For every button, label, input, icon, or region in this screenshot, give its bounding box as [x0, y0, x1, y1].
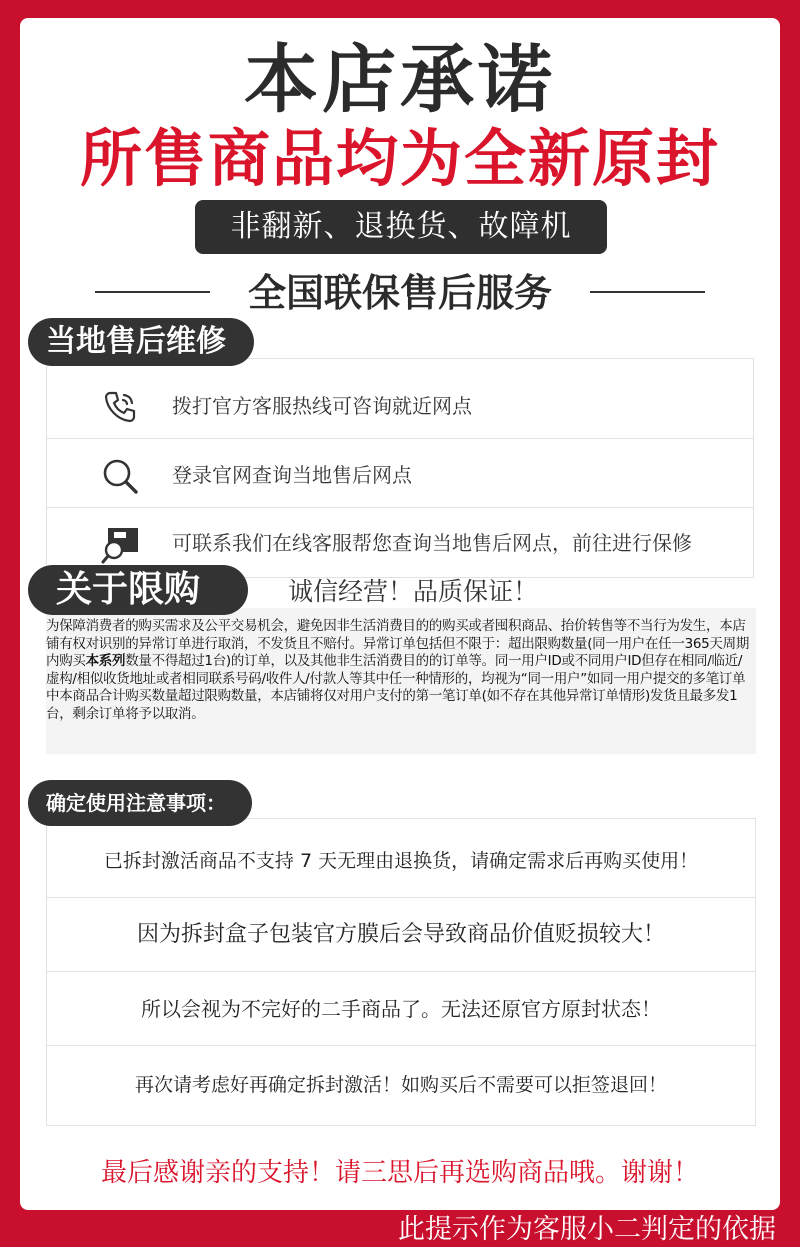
- note-item: 已拆封激活商品不支持 7 天无理由退换货，请确定需求后再购买使用！: [46, 824, 756, 898]
- service-row-phone: [46, 373, 754, 439]
- notes-tag: 确定使用注意事项：: [28, 780, 252, 826]
- notice-text: 为保障消费者的购买需求及公平交易机会，避免因非生活消费目的的购买或者囤积商品、抬价转售等不当行为发生，本店铺有权对识别的异常订单进行取消，不发货且不赔付。异常订单包括但不限于：超出限购数量(同一用户在任一365天周期内购买: [46, 618, 750, 670]
- purchase-limit-notice: [46, 608, 756, 754]
- service-text: 拨打官方客服热线可咨询就近网点: [172, 394, 472, 418]
- service-text: 可联系我们在线客服帮您查询当地售后网点，前往进行保修: [172, 531, 692, 555]
- service-title: 全国联保售后服务: [247, 271, 552, 315]
- divider-right: [590, 291, 705, 293]
- search-icon: [100, 456, 140, 496]
- local-service-tag: 当地售后维修: [28, 318, 254, 366]
- note-item: 因为拆封盒子包装官方膜后会导致商品价值贬损较大！: [46, 898, 756, 972]
- service-text: 登录官网查询当地售后网点: [172, 463, 412, 487]
- note-item: 再次请考虑好再确定拆封激活！如购买后不需要可以拒签退回！: [134, 1074, 667, 1096]
- notice-bold-text: 本系列: [85, 653, 126, 670]
- notice-text: 数量不得超过1台)的订单，以及其他非生活消费目的的订单等。同一用户ID或不同用户ID但存在相同/临近/虚构/相似收货地址或者相同联系号码/收件人/付款人等其中任一种情形的，均视为“同一用户”如同一用户提交的多笔订单中本商品合计购买数量超过限购数量，本店铺将仅对用户支付的第一笔订单(如不存在其他异常订单情形)发货且最多发1台，剩余订单将予以取消。: [46, 653, 746, 722]
- service-box-icon: [100, 524, 140, 564]
- phone-icon: [100, 387, 140, 427]
- footer-text: 此提示作为客服小二判定的依据: [398, 1214, 776, 1245]
- promise-card: [20, 18, 780, 1210]
- condition-pill: 非翻新、退换货、故障机: [195, 200, 607, 254]
- slogan: 诚信经营！品质保证！: [288, 577, 539, 606]
- service-row-search: [46, 442, 754, 508]
- note-item: 所以会视为不完好的二手商品了。无法还原官方原封状态！: [46, 972, 756, 1046]
- page-title: 本店承诺: [244, 37, 556, 123]
- thanks-text: 最后感谢亲的支持！请三思后再选购商品哦。谢谢！: [100, 1158, 699, 1188]
- page-subtitle: 所售商品均为全新原封: [79, 122, 720, 195]
- purchase-limit-tag: 关于限购: [28, 565, 248, 615]
